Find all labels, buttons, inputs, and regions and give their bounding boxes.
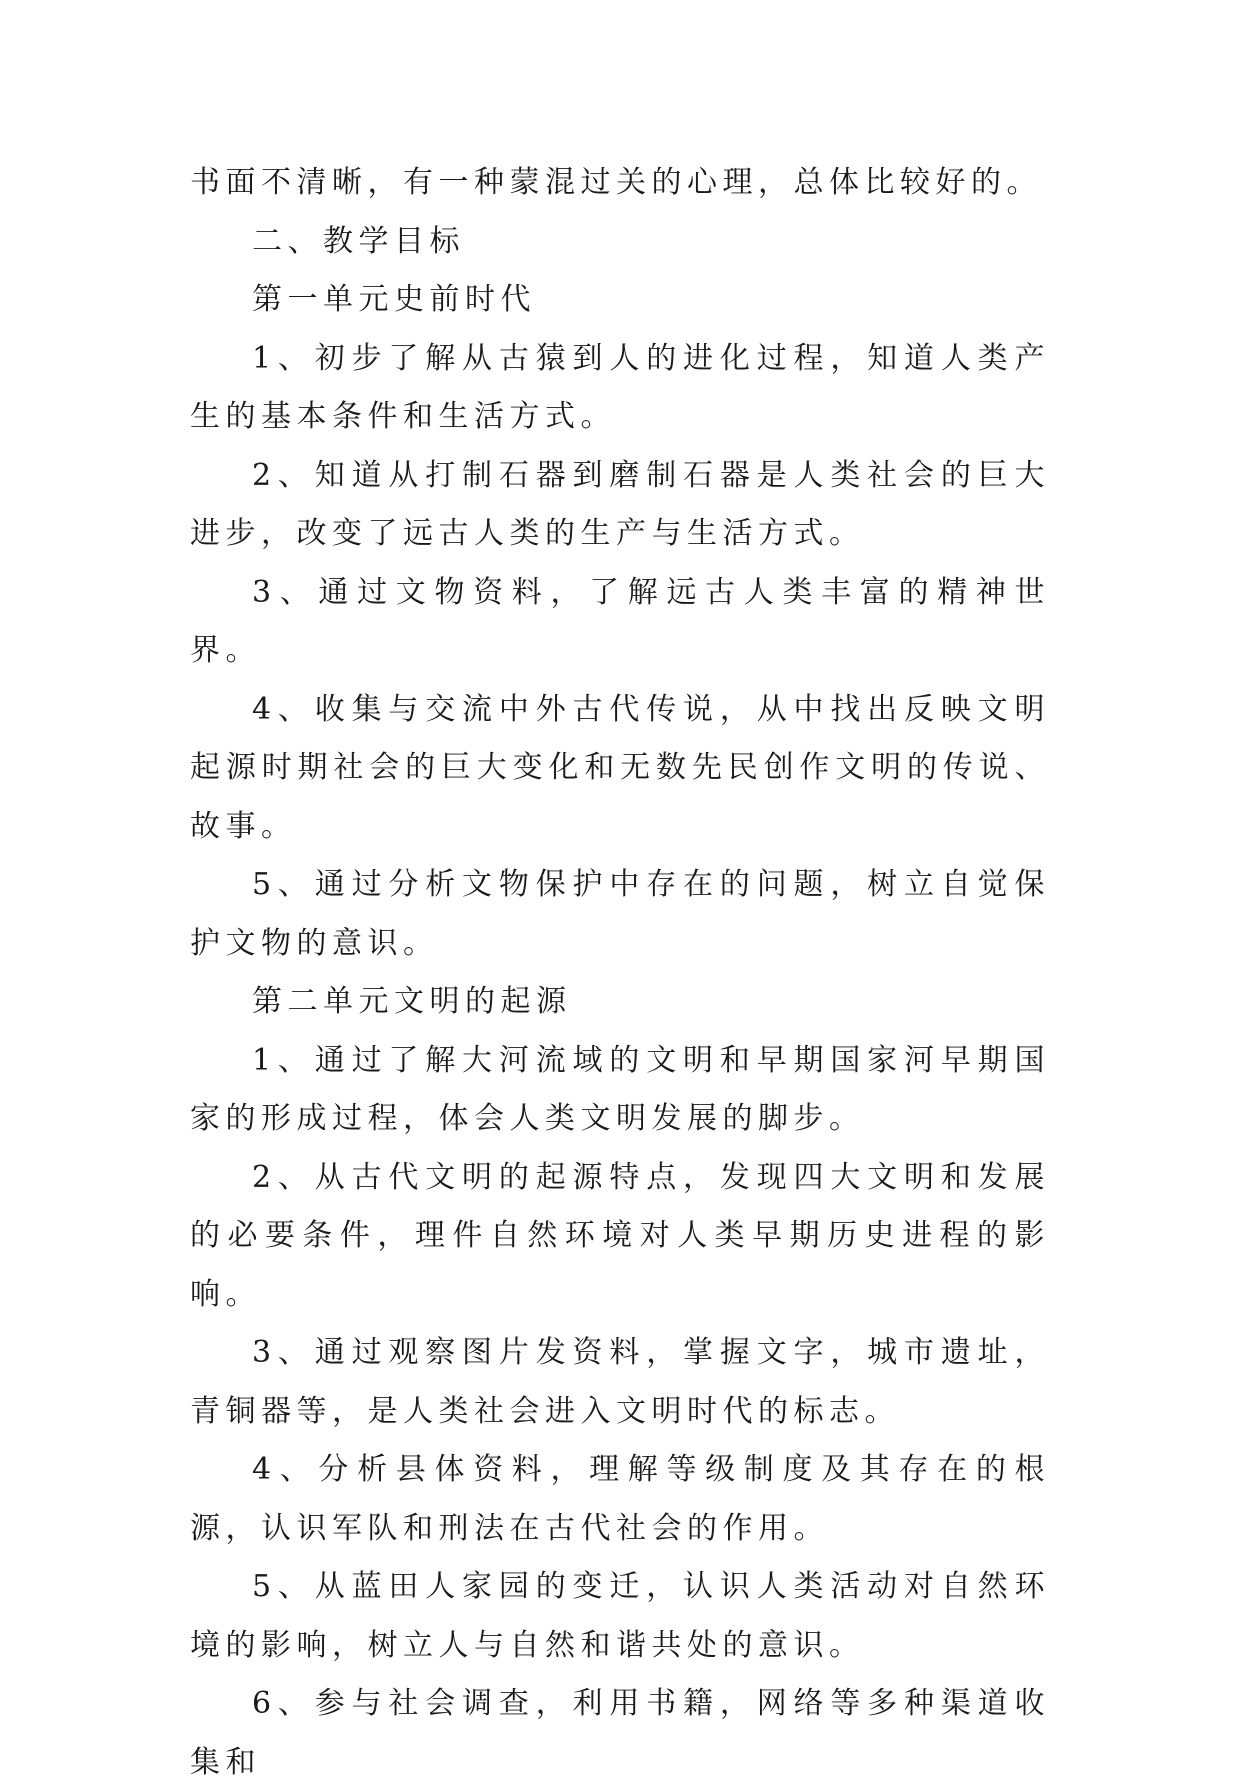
unit2-item-3: 3、通过观察图片发资料，掌握文字，城市遗址，青铜器等，是人类社会进入文明时代的标志。 xyxy=(190,1335,1050,1429)
section-heading-teaching-goals: 二、教学目标 xyxy=(252,223,465,259)
unit2-item-5: 5、从蓝田人家园的变迁，认识人类活动对自然环境的影响，树立人与自然和谐共处的意识。 xyxy=(190,1569,1050,1663)
unit-heading-2: 第二单元文明的起源 xyxy=(252,984,572,1019)
unit1-item-3: 3、通过文物资料，了解远古人类丰富的精神世界。 xyxy=(190,574,1050,668)
unit2-item-2: 2、从古代文明的起源特点，发现四大文明和发展的必要条件，理件自然环境对人类早期历史进程的影响。 xyxy=(190,1159,1050,1312)
paragraph-intro-continuation: 书面不清晰，有一种蒙混过关的心理，总体比较好的。 xyxy=(190,165,1042,200)
document-body xyxy=(190,154,1050,1792)
unit2-item-4: 4、分析县体资料，理解等级制度及其存在的根源，认识军队和刑法在古代社会的作用。 xyxy=(190,1452,1050,1546)
unit1-item-2: 2、知道从打制石器到磨制石器是人类社会的巨大进步，改变了远古人类的生产与生活方式。 xyxy=(190,457,1050,551)
unit1-item-4: 4、收集与交流中外古代传说，从中找出反映文明起源时期社会的巨大变化和无数先民创作文明的传说、故事。 xyxy=(190,691,1050,844)
unit2-item-6: 6、参与社会调查，利用书籍，网络等多种渠道收集和 xyxy=(190,1686,1050,1780)
unit1-item-5: 5、通过分析文物保护中存在的问题，树立自觉保护文物的意识。 xyxy=(190,867,1050,961)
unit1-item-1: 1、初步了解从古猿到人的进化过程，知道人类产生的基本条件和生活方式。 xyxy=(190,340,1050,434)
unit-heading-1: 第一单元史前时代 xyxy=(252,282,536,317)
unit2-item-1: 1、通过了解大河流域的文明和早期国家河早期国家的形成过程，体会人类文明发展的脚步。 xyxy=(190,1042,1050,1136)
